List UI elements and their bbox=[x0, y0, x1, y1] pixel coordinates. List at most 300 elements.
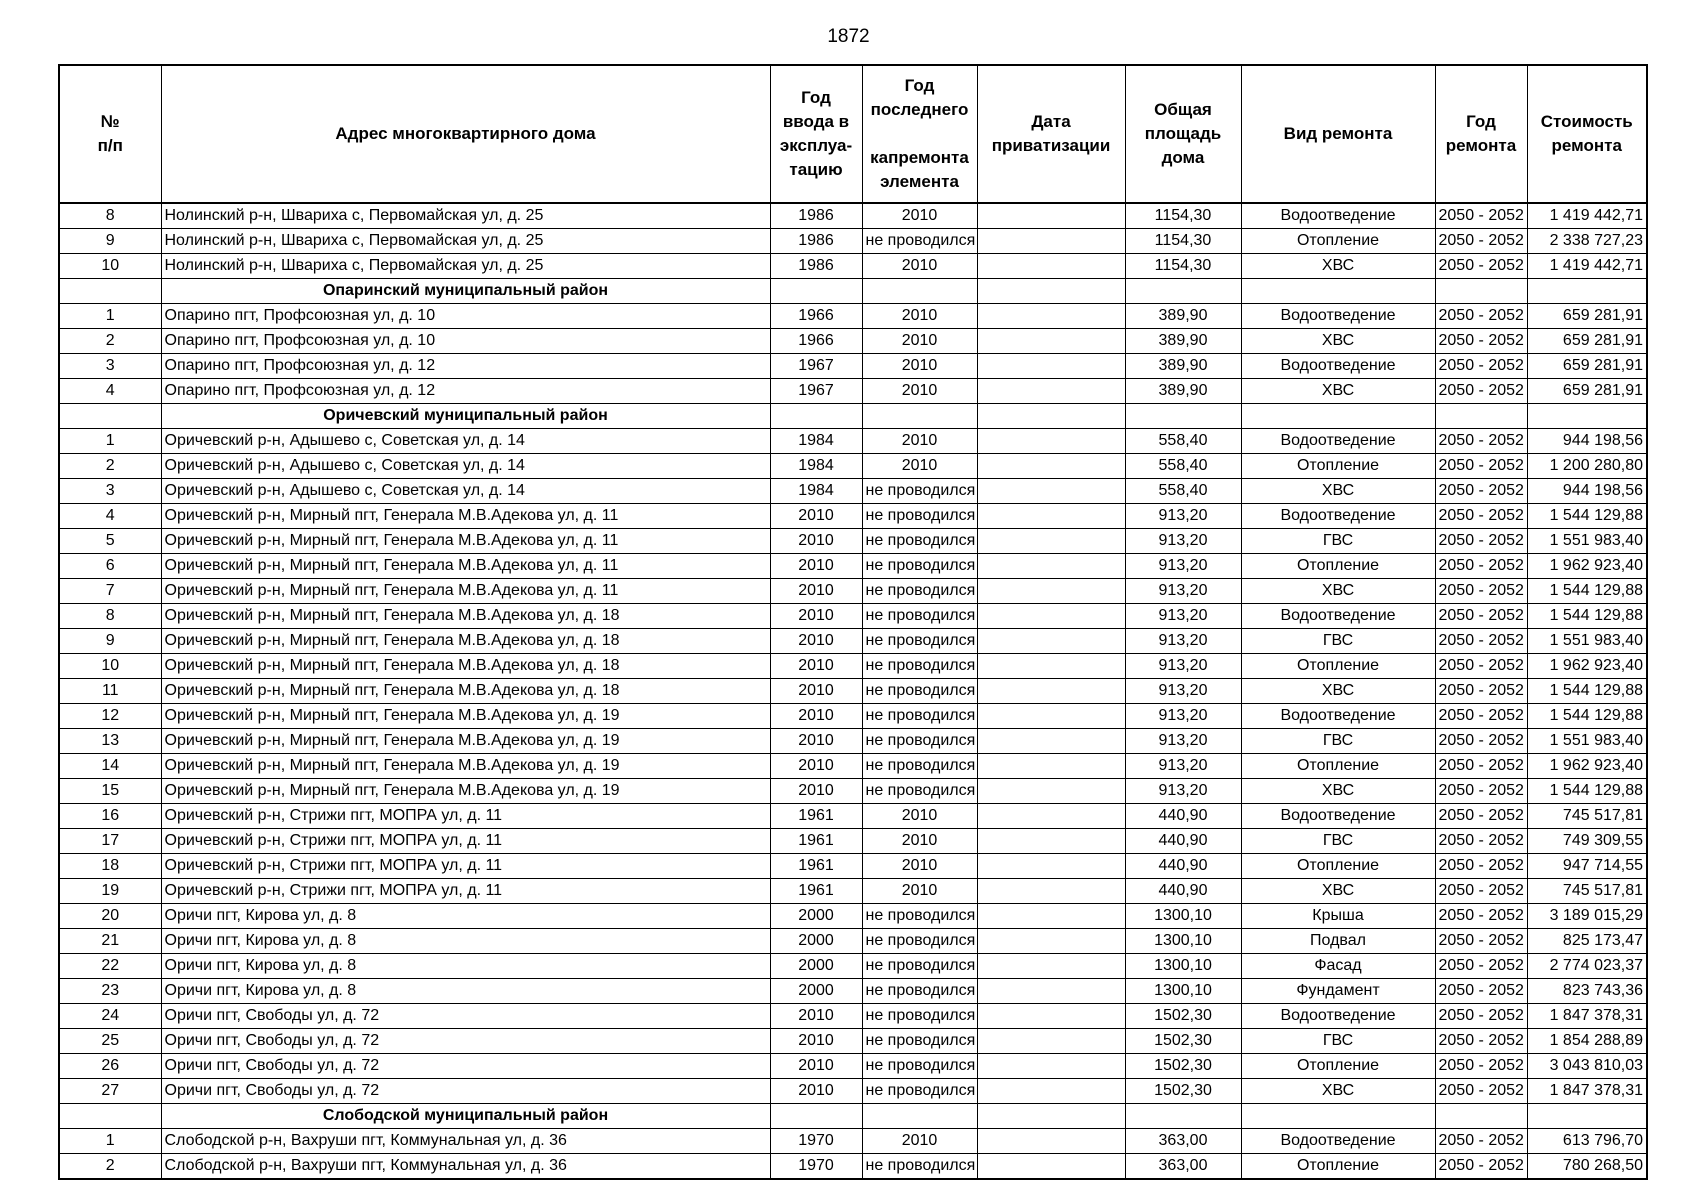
cell-num: 25 bbox=[59, 1029, 161, 1054]
cell-year-built: 2010 bbox=[770, 654, 862, 679]
cell-last-repair: не проводился bbox=[862, 479, 977, 504]
cell-last-repair: не проводился bbox=[862, 579, 977, 604]
cell-address: Оричи пгт, Свободы ул, д. 72 bbox=[161, 1054, 770, 1079]
cell-year-built: 2010 bbox=[770, 604, 862, 629]
cell-repair-year: 2050 - 2052 bbox=[1435, 304, 1527, 329]
cell-num: 7 bbox=[59, 579, 161, 604]
cell-cost: 1 847 378,31 bbox=[1527, 1079, 1647, 1104]
cell-year-built: 2010 bbox=[770, 504, 862, 529]
cell-year-built: 1967 bbox=[770, 379, 862, 404]
cell-year-built: 1966 bbox=[770, 304, 862, 329]
cell-last-repair: не проводился bbox=[862, 904, 977, 929]
table-row bbox=[59, 704, 1647, 729]
cell-area: 440,90 bbox=[1125, 854, 1241, 879]
cell-area: 389,90 bbox=[1125, 304, 1241, 329]
cell-repair-year: 2050 - 2052 bbox=[1435, 779, 1527, 804]
cell-privatization bbox=[977, 203, 1125, 229]
cell-area: 913,20 bbox=[1125, 629, 1241, 654]
cell-num: 24 bbox=[59, 1004, 161, 1029]
cell-address: Оричевский р-н, Адышево с, Советская ул, д. 14 bbox=[161, 479, 770, 504]
header-address: Адрес многоквартирного дома bbox=[161, 65, 770, 203]
empty-cell bbox=[59, 1104, 161, 1129]
cell-cost: 745 517,81 bbox=[1527, 879, 1647, 904]
cell-privatization bbox=[977, 379, 1125, 404]
table-row bbox=[59, 379, 1647, 404]
cell-last-repair: 2010 bbox=[862, 454, 977, 479]
table-header-row bbox=[59, 65, 1647, 203]
cell-repair-type: ХВС bbox=[1241, 679, 1435, 704]
cell-last-repair: не проводился bbox=[862, 629, 977, 654]
table-row bbox=[59, 654, 1647, 679]
cell-last-repair: не проводился bbox=[862, 704, 977, 729]
cell-area: 558,40 bbox=[1125, 479, 1241, 504]
cell-privatization bbox=[977, 529, 1125, 554]
cell-cost: 659 281,91 bbox=[1527, 354, 1647, 379]
cell-privatization bbox=[977, 604, 1125, 629]
cell-num: 3 bbox=[59, 479, 161, 504]
cell-num: 23 bbox=[59, 979, 161, 1004]
cell-repair-year: 2050 - 2052 bbox=[1435, 1154, 1527, 1180]
cell-area: 1300,10 bbox=[1125, 904, 1241, 929]
cell-privatization bbox=[977, 679, 1125, 704]
cell-privatization bbox=[977, 454, 1125, 479]
header-num: № п/п bbox=[59, 65, 161, 203]
cell-area: 913,20 bbox=[1125, 529, 1241, 554]
cell-year-built: 2000 bbox=[770, 979, 862, 1004]
empty-cell bbox=[1241, 404, 1435, 429]
cell-address: Оричевский р-н, Мирный пгт, Генерала М.В.Адекова ул, д. 18 bbox=[161, 604, 770, 629]
cell-repair-year: 2050 - 2052 bbox=[1435, 1079, 1527, 1104]
cell-repair-type: Водоотведение bbox=[1241, 429, 1435, 454]
cell-year-built: 2010 bbox=[770, 1004, 862, 1029]
cell-repair-year: 2050 - 2052 bbox=[1435, 579, 1527, 604]
cell-repair-year: 2050 - 2052 bbox=[1435, 929, 1527, 954]
cell-year-built: 1970 bbox=[770, 1154, 862, 1180]
cell-num: 17 bbox=[59, 829, 161, 854]
cell-address: Слободской р-н, Вахруши пгт, Коммунальная ул, д. 36 bbox=[161, 1129, 770, 1154]
cell-year-built: 2010 bbox=[770, 1079, 862, 1104]
cell-cost: 1 200 280,80 bbox=[1527, 454, 1647, 479]
cell-num: 2 bbox=[59, 454, 161, 479]
page-number: 1872 bbox=[827, 26, 870, 47]
cell-last-repair: не проводился bbox=[862, 954, 977, 979]
cell-cost: 823 743,36 bbox=[1527, 979, 1647, 1004]
cell-area: 913,20 bbox=[1125, 554, 1241, 579]
cell-year-built: 1966 bbox=[770, 329, 862, 354]
cell-address: Нолинский р-н, Швариха с, Первомайская ул, д. 25 bbox=[161, 229, 770, 254]
cell-privatization bbox=[977, 429, 1125, 454]
cell-address: Опарино пгт, Профсоюзная ул, д. 12 bbox=[161, 379, 770, 404]
empty-cell bbox=[862, 1104, 977, 1129]
cell-last-repair: не проводился bbox=[862, 779, 977, 804]
cell-repair-year: 2050 - 2052 bbox=[1435, 254, 1527, 279]
table-row bbox=[59, 554, 1647, 579]
cell-privatization bbox=[977, 1079, 1125, 1104]
cell-num: 15 bbox=[59, 779, 161, 804]
cell-num: 10 bbox=[59, 254, 161, 279]
table-row bbox=[59, 1029, 1647, 1054]
cell-cost: 3 043 810,03 bbox=[1527, 1054, 1647, 1079]
cell-last-repair: не проводился bbox=[862, 604, 977, 629]
cell-year-built: 1986 bbox=[770, 229, 862, 254]
table-row bbox=[59, 829, 1647, 854]
cell-num: 11 bbox=[59, 679, 161, 704]
empty-cell bbox=[1527, 279, 1647, 304]
cell-repair-year: 2050 - 2052 bbox=[1435, 479, 1527, 504]
cell-cost: 1 962 923,40 bbox=[1527, 754, 1647, 779]
cell-repair-year: 2050 - 2052 bbox=[1435, 829, 1527, 854]
header-privatization: Дата приватизации bbox=[977, 65, 1125, 203]
cell-num: 9 bbox=[59, 229, 161, 254]
empty-cell bbox=[770, 279, 862, 304]
table-row bbox=[59, 329, 1647, 354]
cell-repair-type: Водоотведение bbox=[1241, 304, 1435, 329]
cell-year-built: 2010 bbox=[770, 729, 862, 754]
cell-area: 913,20 bbox=[1125, 729, 1241, 754]
cell-cost: 659 281,91 bbox=[1527, 304, 1647, 329]
cell-year-built: 1961 bbox=[770, 829, 862, 854]
cell-address: Оричи пгт, Кирова ул, д. 8 bbox=[161, 954, 770, 979]
cell-address: Оричи пгт, Свободы ул, д. 72 bbox=[161, 1029, 770, 1054]
table-row bbox=[59, 529, 1647, 554]
cell-repair-type: Водоотведение bbox=[1241, 604, 1435, 629]
cell-repair-year: 2050 - 2052 bbox=[1435, 1129, 1527, 1154]
table-row bbox=[59, 203, 1647, 229]
cell-cost: 2 774 023,37 bbox=[1527, 954, 1647, 979]
empty-cell bbox=[977, 279, 1125, 304]
cell-area: 558,40 bbox=[1125, 429, 1241, 454]
cell-repair-type: Отопление bbox=[1241, 229, 1435, 254]
section-title: Опаринский муниципальный район bbox=[161, 279, 770, 304]
cell-repair-type: ХВС bbox=[1241, 329, 1435, 354]
cell-year-built: 1984 bbox=[770, 454, 862, 479]
table-row bbox=[59, 979, 1647, 1004]
cell-address: Оричи пгт, Кирова ул, д. 8 bbox=[161, 979, 770, 1004]
empty-cell bbox=[1527, 404, 1647, 429]
cell-cost: 749 309,55 bbox=[1527, 829, 1647, 854]
cell-privatization bbox=[977, 979, 1125, 1004]
cell-area: 1300,10 bbox=[1125, 954, 1241, 979]
empty-cell bbox=[1125, 404, 1241, 429]
cell-repair-year: 2050 - 2052 bbox=[1435, 879, 1527, 904]
cell-year-built: 2010 bbox=[770, 754, 862, 779]
cell-address: Оричевский р-н, Стрижи пгт, МОПРА ул, д. 11 bbox=[161, 879, 770, 904]
cell-area: 1502,30 bbox=[1125, 1029, 1241, 1054]
table-body bbox=[59, 203, 1647, 1179]
cell-privatization bbox=[977, 1029, 1125, 1054]
cell-area: 1154,30 bbox=[1125, 229, 1241, 254]
cell-num: 18 bbox=[59, 854, 161, 879]
cell-repair-year: 2050 - 2052 bbox=[1435, 1054, 1527, 1079]
cell-area: 1300,10 bbox=[1125, 979, 1241, 1004]
cell-repair-year: 2050 - 2052 bbox=[1435, 504, 1527, 529]
cell-last-repair: 2010 bbox=[862, 854, 977, 879]
cell-repair-year: 2050 - 2052 bbox=[1435, 329, 1527, 354]
cell-repair-type: Отопление bbox=[1241, 1054, 1435, 1079]
cell-repair-type: Отопление bbox=[1241, 754, 1435, 779]
cell-repair-type: ХВС bbox=[1241, 1079, 1435, 1104]
cell-cost: 944 198,56 bbox=[1527, 429, 1647, 454]
cell-repair-year: 2050 - 2052 bbox=[1435, 379, 1527, 404]
cell-repair-type: Отопление bbox=[1241, 654, 1435, 679]
cell-repair-year: 2050 - 2052 bbox=[1435, 454, 1527, 479]
table-row bbox=[59, 354, 1647, 379]
cell-address: Нолинский р-н, Швариха с, Первомайская ул, д. 25 bbox=[161, 203, 770, 229]
cell-num: 12 bbox=[59, 704, 161, 729]
empty-cell bbox=[1435, 279, 1527, 304]
cell-address: Оричевский р-н, Мирный пгт, Генерала М.В.Адекова ул, д. 11 bbox=[161, 579, 770, 604]
cell-area: 913,20 bbox=[1125, 754, 1241, 779]
cell-area: 913,20 bbox=[1125, 679, 1241, 704]
cell-privatization bbox=[977, 854, 1125, 879]
cell-privatization bbox=[977, 804, 1125, 829]
cell-year-built: 1961 bbox=[770, 854, 862, 879]
cell-privatization bbox=[977, 1054, 1125, 1079]
cell-privatization bbox=[977, 354, 1125, 379]
section-title: Слободской муниципальный район bbox=[161, 1104, 770, 1129]
cell-repair-type: Фундамент bbox=[1241, 979, 1435, 1004]
cell-last-repair: не проводился bbox=[862, 1079, 977, 1104]
cell-cost: 745 517,81 bbox=[1527, 804, 1647, 829]
cell-last-repair: не проводился bbox=[862, 1004, 977, 1029]
cell-area: 913,20 bbox=[1125, 579, 1241, 604]
cell-repair-year: 2050 - 2052 bbox=[1435, 654, 1527, 679]
cell-num: 4 bbox=[59, 379, 161, 404]
cell-address: Оричевский р-н, Мирный пгт, Генерала М.В.Адекова ул, д. 18 bbox=[161, 629, 770, 654]
cell-num: 1 bbox=[59, 429, 161, 454]
cell-address: Оричевский р-н, Мирный пгт, Генерала М.В.Адекова ул, д. 11 bbox=[161, 554, 770, 579]
cell-repair-year: 2050 - 2052 bbox=[1435, 354, 1527, 379]
cell-num: 22 bbox=[59, 954, 161, 979]
section-row bbox=[59, 1104, 1647, 1129]
cell-address: Опарино пгт, Профсоюзная ул, д. 12 bbox=[161, 354, 770, 379]
cell-year-built: 1970 bbox=[770, 1129, 862, 1154]
cell-repair-type: ХВС bbox=[1241, 779, 1435, 804]
cell-num: 8 bbox=[59, 203, 161, 229]
cell-address: Опарино пгт, Профсоюзная ул, д. 10 bbox=[161, 329, 770, 354]
cell-num: 27 bbox=[59, 1079, 161, 1104]
cell-repair-type: Водоотведение bbox=[1241, 1129, 1435, 1154]
empty-cell bbox=[977, 1104, 1125, 1129]
table-row bbox=[59, 879, 1647, 904]
table-row bbox=[59, 854, 1647, 879]
table-row bbox=[59, 804, 1647, 829]
cell-privatization bbox=[977, 779, 1125, 804]
cell-privatization bbox=[977, 229, 1125, 254]
table-row bbox=[59, 1004, 1647, 1029]
cell-privatization bbox=[977, 1129, 1125, 1154]
cell-last-repair: не проводился bbox=[862, 229, 977, 254]
header-area: Общая площадь дома bbox=[1125, 65, 1241, 203]
cell-last-repair: не проводился bbox=[862, 1054, 977, 1079]
header-last-repair: Год последнего капремонта элемента bbox=[862, 65, 977, 203]
cell-last-repair: 2010 bbox=[862, 354, 977, 379]
cell-num: 8 bbox=[59, 604, 161, 629]
empty-cell bbox=[1241, 279, 1435, 304]
cell-privatization bbox=[977, 579, 1125, 604]
cell-area: 389,90 bbox=[1125, 379, 1241, 404]
cell-privatization bbox=[977, 1004, 1125, 1029]
cell-area: 913,20 bbox=[1125, 704, 1241, 729]
cell-area: 440,90 bbox=[1125, 879, 1241, 904]
cell-repair-type: Водоотведение bbox=[1241, 504, 1435, 529]
cell-cost: 659 281,91 bbox=[1527, 329, 1647, 354]
cell-cost: 659 281,91 bbox=[1527, 379, 1647, 404]
cell-repair-year: 2050 - 2052 bbox=[1435, 979, 1527, 1004]
empty-cell bbox=[59, 404, 161, 429]
cell-privatization bbox=[977, 479, 1125, 504]
table-row bbox=[59, 1129, 1647, 1154]
cell-repair-year: 2050 - 2052 bbox=[1435, 604, 1527, 629]
cell-area: 1502,30 bbox=[1125, 1004, 1241, 1029]
cell-area: 1502,30 bbox=[1125, 1054, 1241, 1079]
cell-address: Оричевский р-н, Адышево с, Советская ул, д. 14 bbox=[161, 429, 770, 454]
cell-repair-type: ГВС bbox=[1241, 1029, 1435, 1054]
cell-repair-type: Водоотведение bbox=[1241, 354, 1435, 379]
cell-privatization bbox=[977, 629, 1125, 654]
empty-cell bbox=[59, 279, 161, 304]
cell-num: 2 bbox=[59, 1154, 161, 1180]
header-repair-type: Вид ремонта bbox=[1241, 65, 1435, 203]
cell-address: Оричи пгт, Кирова ул, д. 8 bbox=[161, 929, 770, 954]
cell-privatization bbox=[977, 504, 1125, 529]
cell-area: 363,00 bbox=[1125, 1129, 1241, 1154]
cell-address: Оричевский р-н, Мирный пгт, Генерала М.В.Адекова ул, д. 19 bbox=[161, 704, 770, 729]
cell-repair-year: 2050 - 2052 bbox=[1435, 704, 1527, 729]
cell-address: Оричевский р-н, Мирный пгт, Генерала М.В.Адекова ул, д. 11 bbox=[161, 504, 770, 529]
cell-year-built: 2010 bbox=[770, 554, 862, 579]
cell-privatization bbox=[977, 554, 1125, 579]
cell-num: 1 bbox=[59, 1129, 161, 1154]
table-row bbox=[59, 679, 1647, 704]
cell-address: Оричевский р-н, Мирный пгт, Генерала М.В.Адекова ул, д. 18 bbox=[161, 679, 770, 704]
table-row bbox=[59, 579, 1647, 604]
table-row bbox=[59, 429, 1647, 454]
cell-cost: 1 544 129,88 bbox=[1527, 704, 1647, 729]
cell-repair-type: Водоотведение bbox=[1241, 1004, 1435, 1029]
cell-year-built: 2010 bbox=[770, 679, 862, 704]
cell-year-built: 1984 bbox=[770, 429, 862, 454]
cell-cost: 3 189 015,29 bbox=[1527, 904, 1647, 929]
cell-year-built: 2010 bbox=[770, 1029, 862, 1054]
cell-privatization bbox=[977, 704, 1125, 729]
cell-cost: 944 198,56 bbox=[1527, 479, 1647, 504]
cell-year-built: 2010 bbox=[770, 1054, 862, 1079]
table-row bbox=[59, 1079, 1647, 1104]
cell-privatization bbox=[977, 829, 1125, 854]
cell-num: 14 bbox=[59, 754, 161, 779]
cell-privatization bbox=[977, 729, 1125, 754]
cell-cost: 1 551 983,40 bbox=[1527, 729, 1647, 754]
cell-num: 2 bbox=[59, 329, 161, 354]
empty-cell bbox=[770, 404, 862, 429]
cell-cost: 1 962 923,40 bbox=[1527, 654, 1647, 679]
cell-address: Оричи пгт, Кирова ул, д. 8 bbox=[161, 904, 770, 929]
cell-year-built: 2010 bbox=[770, 579, 862, 604]
cell-address: Нолинский р-н, Швариха с, Первомайская ул, д. 25 bbox=[161, 254, 770, 279]
cell-privatization bbox=[977, 904, 1125, 929]
cell-last-repair: не проводился bbox=[862, 754, 977, 779]
cell-year-built: 1961 bbox=[770, 879, 862, 904]
cell-year-built: 1984 bbox=[770, 479, 862, 504]
cell-repair-type: ХВС bbox=[1241, 254, 1435, 279]
cell-repair-type: ХВС bbox=[1241, 579, 1435, 604]
cell-area: 913,20 bbox=[1125, 604, 1241, 629]
cell-last-repair: 2010 bbox=[862, 429, 977, 454]
cell-area: 1300,10 bbox=[1125, 929, 1241, 954]
header-cost: Стоимость ремонта bbox=[1527, 65, 1647, 203]
table-row bbox=[59, 779, 1647, 804]
cell-repair-year: 2050 - 2052 bbox=[1435, 554, 1527, 579]
cell-repair-year: 2050 - 2052 bbox=[1435, 1004, 1527, 1029]
cell-repair-year: 2050 - 2052 bbox=[1435, 203, 1527, 229]
header-repair-year: Год ремонта bbox=[1435, 65, 1527, 203]
empty-cell bbox=[1125, 1104, 1241, 1129]
cell-area: 440,90 bbox=[1125, 829, 1241, 854]
table-row bbox=[59, 954, 1647, 979]
cell-num: 1 bbox=[59, 304, 161, 329]
cell-repair-type: Водоотведение bbox=[1241, 203, 1435, 229]
cell-repair-type: ХВС bbox=[1241, 379, 1435, 404]
cell-address: Слободской р-н, Вахруши пгт, Коммунальная ул, д. 36 bbox=[161, 1154, 770, 1180]
cell-repair-type: Отопление bbox=[1241, 554, 1435, 579]
cell-last-repair: не проводился bbox=[862, 554, 977, 579]
cell-repair-year: 2050 - 2052 bbox=[1435, 229, 1527, 254]
table-row bbox=[59, 929, 1647, 954]
cell-repair-type: Подвал bbox=[1241, 929, 1435, 954]
cell-address: Оричевский р-н, Мирный пгт, Генерала М.В.Адекова ул, д. 18 bbox=[161, 654, 770, 679]
header-year-built: Год ввода в эксплуа- тацию bbox=[770, 65, 862, 203]
cell-num: 5 bbox=[59, 529, 161, 554]
cell-num: 10 bbox=[59, 654, 161, 679]
cell-year-built: 2000 bbox=[770, 929, 862, 954]
table-row bbox=[59, 729, 1647, 754]
empty-cell bbox=[1527, 1104, 1647, 1129]
table-row bbox=[59, 479, 1647, 504]
cell-last-repair: 2010 bbox=[862, 829, 977, 854]
cell-last-repair: не проводился bbox=[862, 979, 977, 1004]
cell-privatization bbox=[977, 1154, 1125, 1180]
cell-cost: 1 962 923,40 bbox=[1527, 554, 1647, 579]
cell-address: Оричевский р-н, Мирный пгт, Генерала М.В.Адекова ул, д. 19 bbox=[161, 779, 770, 804]
cell-privatization bbox=[977, 304, 1125, 329]
cell-num: 6 bbox=[59, 554, 161, 579]
cell-year-built: 1961 bbox=[770, 804, 862, 829]
cell-last-repair: не проводился bbox=[862, 654, 977, 679]
cell-year-built: 1986 bbox=[770, 203, 862, 229]
cell-area: 913,20 bbox=[1125, 504, 1241, 529]
table-row bbox=[59, 1054, 1647, 1079]
cell-num: 4 bbox=[59, 504, 161, 529]
cell-last-repair: 2010 bbox=[862, 304, 977, 329]
cell-last-repair: 2010 bbox=[862, 804, 977, 829]
cell-last-repair: 2010 bbox=[862, 203, 977, 229]
cell-area: 1154,30 bbox=[1125, 254, 1241, 279]
cell-repair-type: Водоотведение bbox=[1241, 804, 1435, 829]
cell-repair-type: ГВС bbox=[1241, 529, 1435, 554]
cell-cost: 1 847 378,31 bbox=[1527, 1004, 1647, 1029]
cell-num: 16 bbox=[59, 804, 161, 829]
cell-cost: 1 544 129,88 bbox=[1527, 579, 1647, 604]
empty-cell bbox=[862, 404, 977, 429]
cell-cost: 1 854 288,89 bbox=[1527, 1029, 1647, 1054]
cell-repair-year: 2050 - 2052 bbox=[1435, 629, 1527, 654]
cell-last-repair: не проводился bbox=[862, 729, 977, 754]
cell-privatization bbox=[977, 654, 1125, 679]
empty-cell bbox=[977, 404, 1125, 429]
cell-cost: 613 796,70 bbox=[1527, 1129, 1647, 1154]
cell-cost: 1 544 129,88 bbox=[1527, 779, 1647, 804]
